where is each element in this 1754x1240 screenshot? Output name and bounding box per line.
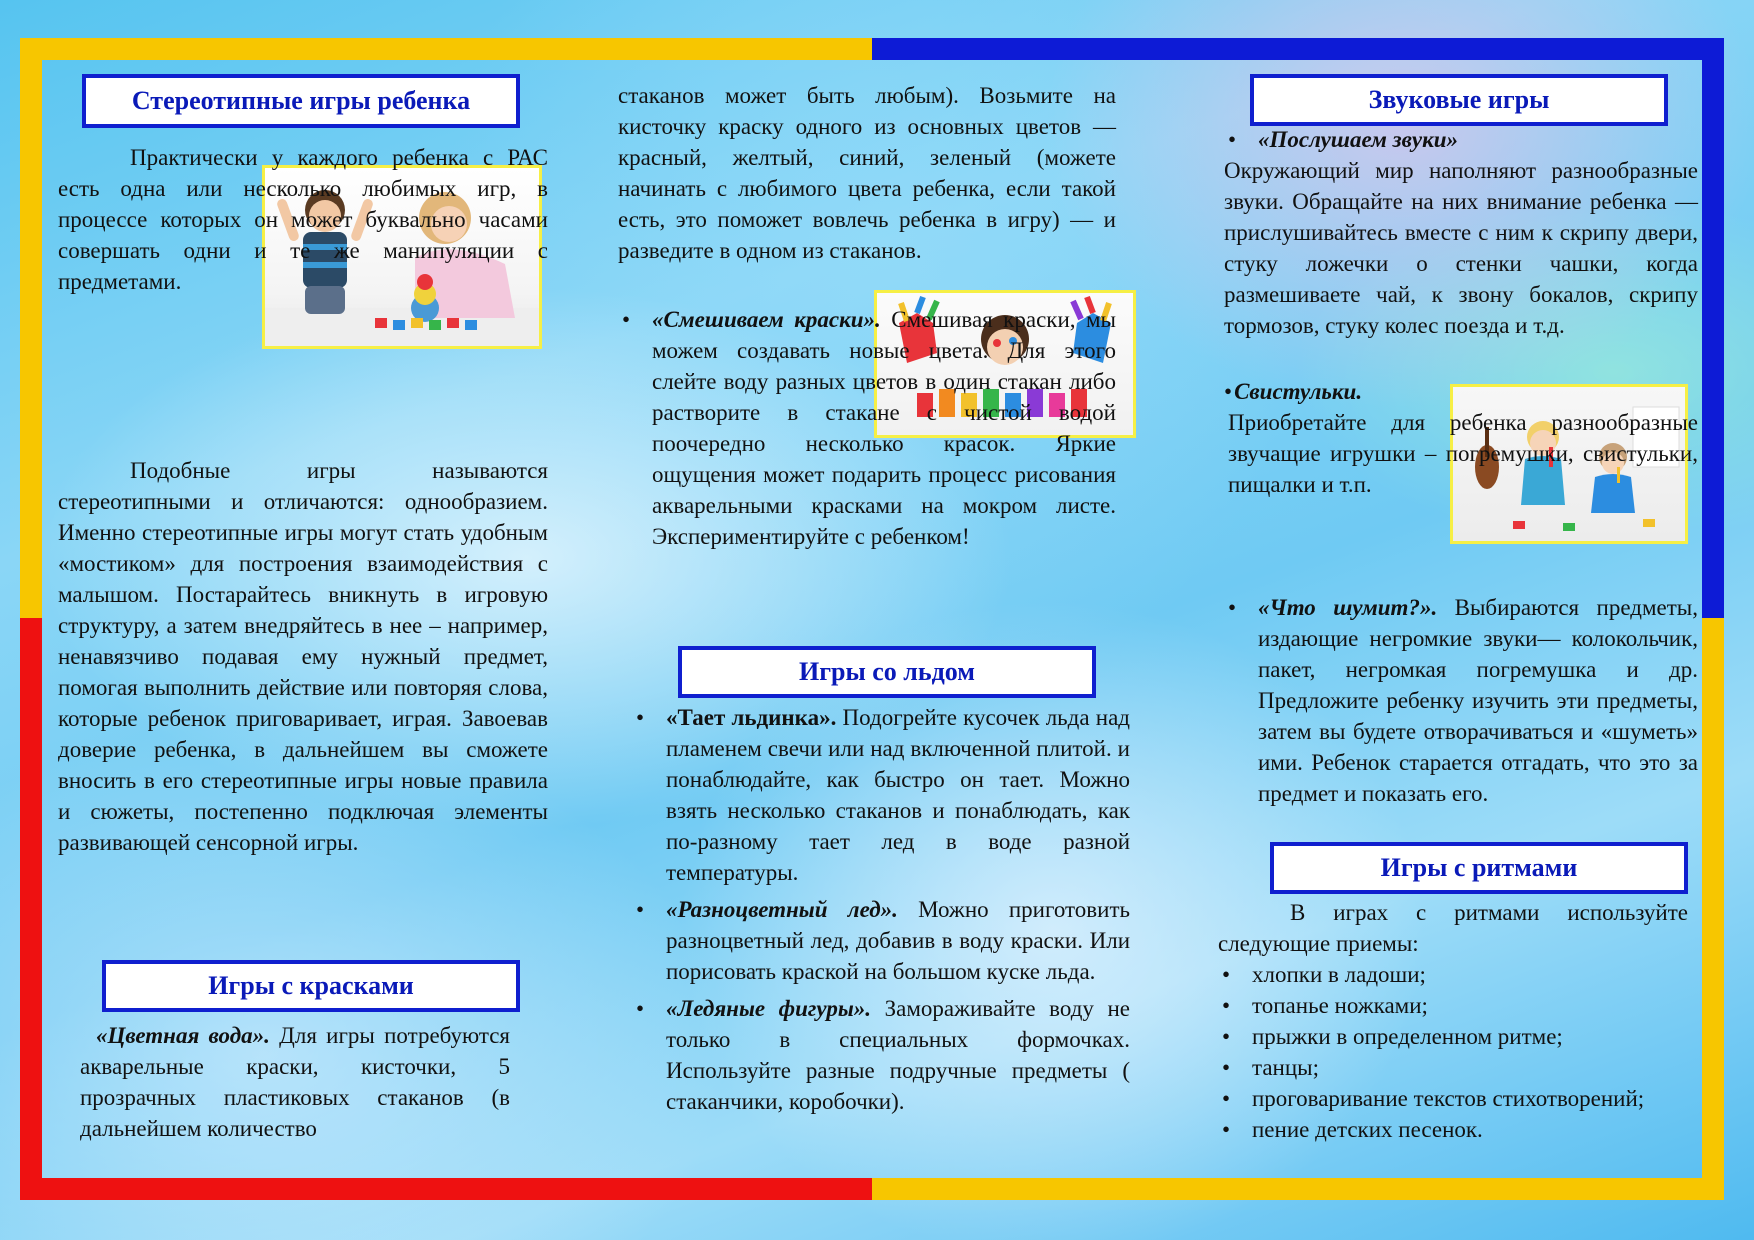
melting-ice-text: Подогрейте кусочек льда над пламенем свечи или над включенной плитой. и понаблюдайте, как быстро он тает. Можно взять несколько стаканов и понаблюдать, как по-разному тает лед в воде разной температуры. xyxy=(666,705,1130,885)
ice-figures-lead: «Ледяные фигуры». xyxy=(666,996,872,1021)
ice-figures-paragraph xyxy=(632,993,1130,1117)
ice-figures-text: Замораживайте воду не только в специальных формочках. Используйте разные подручные предметы ( стаканчики, коробочки). xyxy=(666,996,1130,1114)
paint-text xyxy=(80,1020,510,1144)
section-title-rhythm: Игры с ритмами xyxy=(1270,842,1688,894)
rhythm-item: • танцы; xyxy=(1218,1052,1688,1083)
left-column-text-2 xyxy=(58,455,548,858)
rhythm-block xyxy=(1218,897,1688,1145)
left-column-text xyxy=(58,142,548,297)
rhythm-item: • проговаривание текстов стихотворений; xyxy=(1218,1083,1688,1114)
frame-top-right xyxy=(872,38,1724,60)
frame-bottom-left xyxy=(20,1178,872,1200)
frame-right-bottom xyxy=(1702,618,1724,1200)
section-title-sound: Звуковые игры xyxy=(1250,74,1668,126)
whistles-heading: •Свистульки. xyxy=(1224,379,1363,404)
mix-paints-lead: «Смешиваем краски». xyxy=(652,307,881,332)
frame-left-bottom xyxy=(20,618,42,1200)
what-sounds-paragraph xyxy=(1224,592,1698,809)
colored-ice-lead: «Разноцветный лед». xyxy=(666,897,898,922)
sound-games-block xyxy=(1224,124,1698,341)
what-sounds-text: Выбираются предметы, издающие негромкие звуки— колокольчик, пакет, негромкая погремушка и др. Предложите ребенку изучить эти предметы, затем вы будете отворачиваться и «шуметь» ими. Ребенок старается отгадать, что это за предмет и показать его. xyxy=(1258,595,1698,806)
colored-water-lead: «Цветная вода». xyxy=(96,1023,270,1048)
stereotype-paragraph-2: Подобные игры называются стереотипными и отличаются: однообразием. Именно стереотипные игры могут стать удобным «мостиком» для построения взаимодействия с малышом. Постарайтесь вникнуть в игровую структуру, а затем внедряйтесь в нее – например, ненавязчиво подавая ему нужный предмет, помогая выполнить действие или повторяя слова, которые ребенок приговаривает, играя. Завоевав доверие ребенка, в дальнейшем вы сможете вносить в его стереотипные игры новые правила и сюжеты, постепенно подключая элементы развивающей сенсорной игры. xyxy=(58,458,548,855)
ice-games-block xyxy=(632,702,1130,1117)
what-sounds-block xyxy=(1224,592,1698,809)
section-title-stereotype: Стереотипные игры ребенка xyxy=(82,74,520,128)
mix-paints-block xyxy=(618,304,1116,552)
what-sounds-lead: «Что шумит?». xyxy=(1258,595,1438,620)
colored-water-continued: стаканов может быть любым). Возьмите на кисточку краску одного из основных цветов — красный, желтый, синий, зеленый (можете начинать с любимого цвета ребенка, если такой есть, это поможет вовлечь ребенка в игру) — и разведите в одном из стаканов. xyxy=(618,83,1116,263)
melting-ice-paragraph xyxy=(632,702,1130,888)
section-title-ice: Игры со льдом xyxy=(678,646,1096,698)
melting-ice-lead: «Тает льдинка». xyxy=(666,705,837,730)
frame-top-left xyxy=(20,38,872,60)
middle-column-text xyxy=(618,80,1116,266)
listen-sounds-lead: «Послушаем звуки» xyxy=(1258,127,1459,152)
rhythm-item: • хлопки в ладоши; xyxy=(1218,959,1688,990)
frame-left-top xyxy=(20,38,42,618)
listen-sounds-heading xyxy=(1224,124,1698,155)
rhythm-intro: В играх с ритмами используйте следующие приемы: xyxy=(1218,900,1688,956)
whistles-lead: Свистульки. xyxy=(1234,379,1363,404)
colored-ice-text: Можно приготовить разноцветный лед, добавив в воду краски. Или порисовать краской на большом куске льда. xyxy=(666,897,1131,984)
mix-paints-text: Смешивая краски, мы можем создавать новые цвета. Для этого слейте воду разных цветов в один стакан либо растворите в стакане с чистой водой поочередно несколько красок. Яркие ощущения может подарить процесс рисования акварельными красками на мокром листе. Экспериментируйте с ребенком! xyxy=(652,307,1116,549)
rhythm-item: • пение детских песенок. xyxy=(1218,1114,1688,1145)
colored-water-paragraph xyxy=(80,1020,510,1144)
frame-bottom-right xyxy=(872,1178,1724,1200)
listen-sounds-text: Окружающий мир наполняют разнообразные звуки. Обращайте на них внимание ребенка — прислушивайтесь вместе с ним к скрипу двери, стуку ложечки о стенки чашки, когда размешиваете чай, к звону бокалов, скрипу тормозов, стуку колес поезда и т.д. xyxy=(1224,158,1698,338)
stereotype-paragraph-1: Практически у каждого ребенка с РАС есть одна или несколько любимых игр, в процессе которых он может буквально часами совершать одни и те же манипуляции с предметами. xyxy=(58,145,548,294)
rhythm-item: • прыжки в определенном ритме; xyxy=(1218,1021,1688,1052)
mix-paints-paragraph xyxy=(618,304,1116,552)
rhythm-item: • топанье ножками; xyxy=(1218,990,1688,1021)
colored-water-text: Для игры потребуются акварельные краски, кисточки, 5 прозрачных пластиковых стаканов (в дальнейшем количество xyxy=(80,1023,510,1141)
whistles-block xyxy=(1224,376,1698,500)
section-title-paints: Игры с красками xyxy=(102,960,520,1012)
frame-right-top xyxy=(1702,38,1724,618)
whistles-text: Приобретайте для ребенка разнообразные звучащие игрушки – погремушки, свистульки, пищалки и т.п. xyxy=(1228,410,1698,497)
colored-ice-paragraph xyxy=(632,894,1130,987)
